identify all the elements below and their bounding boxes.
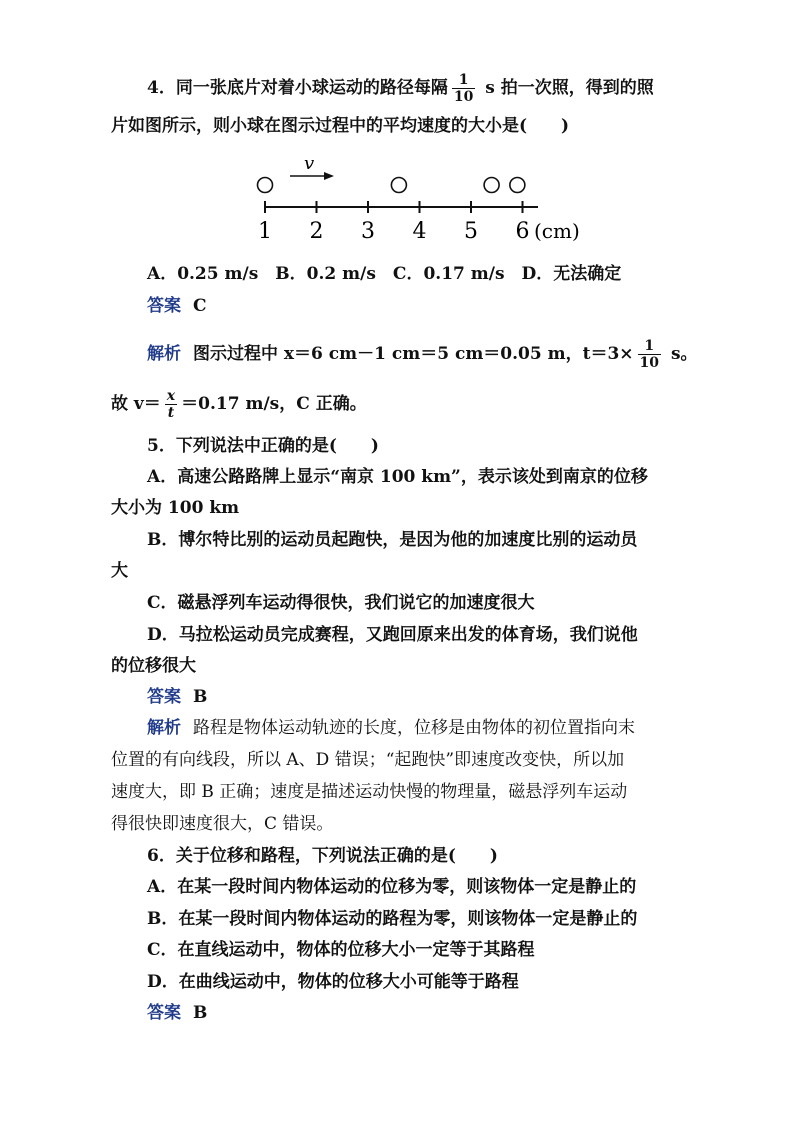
q5-analysis-line2: 位置的有向线段，所以 A、D 错误；“起跑快”即速度改变快，所以加 <box>111 750 625 770</box>
ruler-unit: (cm) <box>534 219 580 243</box>
ball <box>484 178 499 193</box>
ruler-tick-label: 3 <box>361 219 375 244</box>
q4-stem-line2: 片如图所示，则小球在图示过程中的平均速度的大小是( ) <box>111 116 570 136</box>
fraction: $\frac{x}{t}$ <box>166 388 176 421</box>
q6-answer: 答案 B <box>147 1003 208 1023</box>
ball-motion-figure <box>248 150 588 250</box>
q5-option-b-cont: 大 <box>111 561 128 581</box>
velocity-arrow <box>290 153 334 180</box>
ruler-tick-label: 5 <box>464 219 478 244</box>
q4-analysis: 解析 图示过程中 x＝6 cm－1 cm＝5 cm＝0.05 m，t＝3× $\frac{1}{10}$ s。 <box>147 338 698 371</box>
q6-option-d: D．在曲线运动中，物体的位移大小可能等于路程 <box>147 972 519 992</box>
q5-option-d: D．马拉松运动员完成赛程，又跑回原来出发的体育场，我们说他 <box>147 625 638 645</box>
q6-option-a: A．在某一段时间内物体运动的位移为零，则该物体一定是静止的 <box>147 877 637 897</box>
velocity-label: v <box>304 153 315 174</box>
q5-option-d-cont: 的位移很大 <box>111 656 196 676</box>
q6-option-c: C．在直线运动中，物体的位移大小一定等于其路程 <box>147 940 535 960</box>
ruler-tick-label: 6 <box>515 219 530 244</box>
q5-analysis-line4: 得很快即速度很大，C 错误。 <box>111 814 334 834</box>
q5-analysis-line3: 速度大，即 B 正确；速度是描述运动快慢的物理量，磁悬浮列车运动 <box>111 782 628 802</box>
q6-option-b: B．在某一段时间内物体运动的路程为零，则该物体一定是静止的 <box>147 909 638 929</box>
q5-option-c: C．磁悬浮列车运动得很快，我们说它的加速度很大 <box>147 593 535 613</box>
q5-option-b: B．博尔特比别的运动员起跑快，是因为他的加速度比别的运动员 <box>147 530 638 550</box>
ruler-tick-label: 2 <box>309 219 324 244</box>
ruler-tick-label: 4 <box>412 219 427 244</box>
fraction: $\frac{1}{10}$ <box>639 338 660 371</box>
q4-stem-line1: 4．同一张底片对着小球运动的路径每隔 $\frac{1}{10}$ s 拍一次照，得到的照 <box>147 72 654 105</box>
q5-stem: 5．下列说法中正确的是( ) <box>147 436 379 456</box>
ball <box>391 178 406 193</box>
ball <box>510 178 525 193</box>
q6-stem: 6．关于位移和路程，下列说法正确的是( ) <box>147 846 498 866</box>
q4-options: A．0.25 m/s B．0.2 m/s C．0.17 m/s D．无法确定 <box>147 264 622 284</box>
balls-group <box>258 178 525 193</box>
q5-analysis: 解析 路程是物体运动轨迹的长度，位移是由物体的初位置指向末 <box>147 718 635 738</box>
q5-option-a: A．高速公路路牌上显示“南京 100 km”，表示该处到南京的位移 <box>147 467 648 487</box>
q4-answer: 答案 C <box>147 296 207 316</box>
q5-option-a-cont: 大小为 100 km <box>111 498 240 518</box>
ball <box>258 178 273 193</box>
fraction: $\frac{1}{10}$ <box>453 72 474 105</box>
q4-conclusion: 故 v＝ $\frac{x}{t}$ ＝0.17 m/s，C 正确。 <box>111 388 367 421</box>
ruler-tick-label: 1 <box>258 219 272 244</box>
q5-answer: 答案 B <box>147 687 208 707</box>
